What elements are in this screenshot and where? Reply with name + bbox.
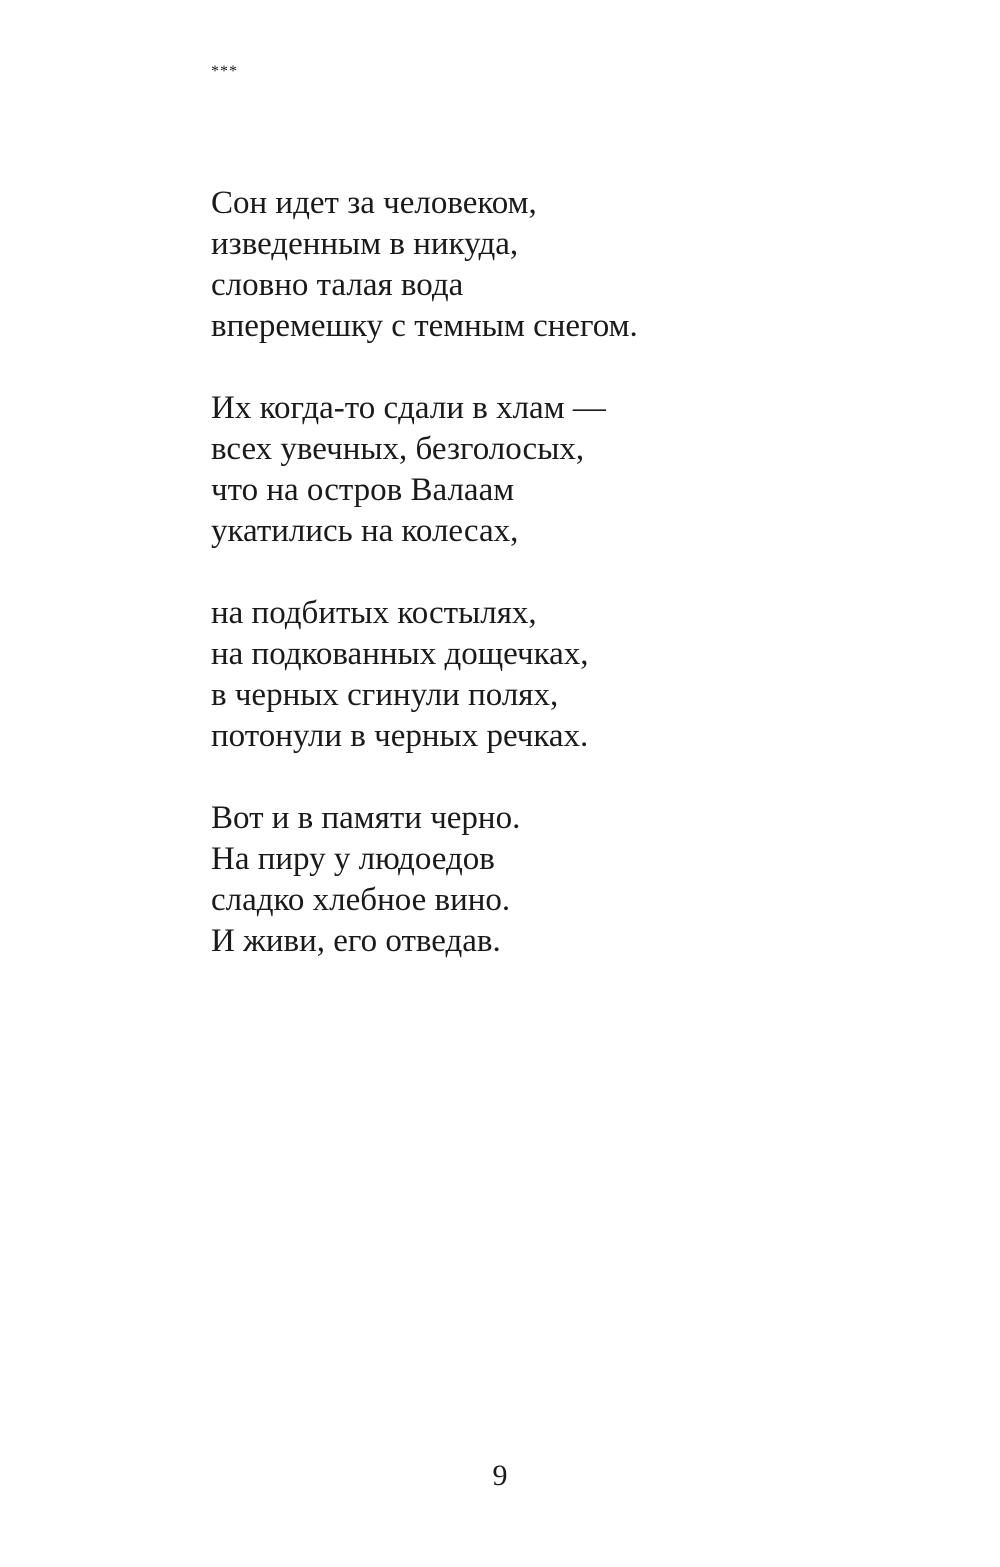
poem-line: На пиру у людоедов [211, 841, 495, 877]
poem-line: словно талая вода [211, 267, 464, 303]
poem-line: вперемешку с темным снегом. [211, 308, 638, 344]
poem-line: потонули в черных речках. [211, 718, 589, 754]
poem-line: Вот и в памяти черно. [211, 800, 521, 836]
stanza-2 [211, 388, 911, 552]
stanza-1 [211, 183, 911, 347]
stanza-3 [211, 593, 911, 757]
poem-line: укатились на колесах, [211, 513, 519, 549]
poem-line: на подкованных дощечках, [211, 636, 589, 672]
poem-line: Их когда-то сдали в хлам — [211, 390, 606, 426]
poem [211, 183, 911, 1003]
poem-line: на подбитых костылях, [211, 595, 537, 631]
poem-line: всех увечных, безголосых, [211, 431, 585, 467]
asterism-separator: *** [211, 63, 238, 80]
stanza-4 [211, 798, 911, 962]
poem-line: Сон идет за человеком, [211, 185, 537, 221]
poem-line: изведенным в никуда, [211, 226, 519, 262]
poem-line: в черных сгинули полях, [211, 677, 559, 713]
poem-line: И живи, его отведав. [211, 923, 501, 959]
poem-line: что на остров Валаам [211, 472, 515, 508]
poem-line: сладко хлебное вино. [211, 882, 511, 918]
page-number: 9 [492, 1459, 508, 1492]
